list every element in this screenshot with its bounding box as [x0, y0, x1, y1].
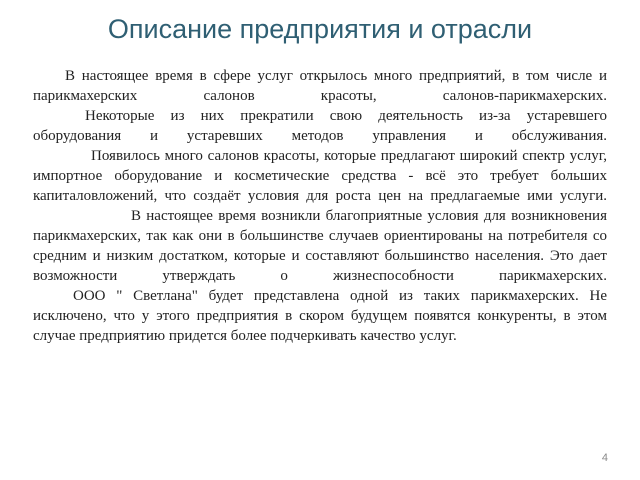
paragraph-4 [33, 206, 607, 286]
paragraph-3 [33, 146, 607, 206]
paragraph-4-text: В настоящее время возникли благоприятные условия для возникновения парикмахерских, так как они в большинстве случаев ориентированы на потребителя со средним и низким достатком, которые и составляют большинство населения. Это дает возможности утверждать о жизнеспособности парикмахерских. [33, 208, 607, 284]
paragraph-1 [33, 66, 607, 106]
paragraph-2-text: Некоторые из них прекратили свою деятельность из-за устаревшего оборудования и устаревших методов управления и обслуживания. [33, 108, 607, 144]
paragraph-5 [33, 286, 607, 346]
paragraph-2 [33, 106, 607, 146]
slide-title: Описание предприятия и отрасли [107, 14, 533, 44]
paragraph-5-text: ООО " Светлана" будет представлена одной из таких парикмахерских. Не исключено, что у этого предприятия в скором будущем появятся конкуренты, в этом случае предприятию придется более подчеркивать качество услуг. [33, 288, 607, 344]
page-number: 4 [601, 452, 608, 464]
paragraph-1-text: В настоящее время в сфере услуг открылось много предприятий, в том числе и парикмахерских салонов красоты, салонов-парикмахерских. [33, 68, 607, 104]
paragraph-3-text: Появилось много салонов красоты, которые предлагают широкий спектр услуг, импортное оборудование и косметические средства - всё это требует больших капиталовложений, что создаёт условия для роста цен на предлагаемые ими услуги. [33, 148, 607, 204]
body-text [33, 66, 607, 346]
